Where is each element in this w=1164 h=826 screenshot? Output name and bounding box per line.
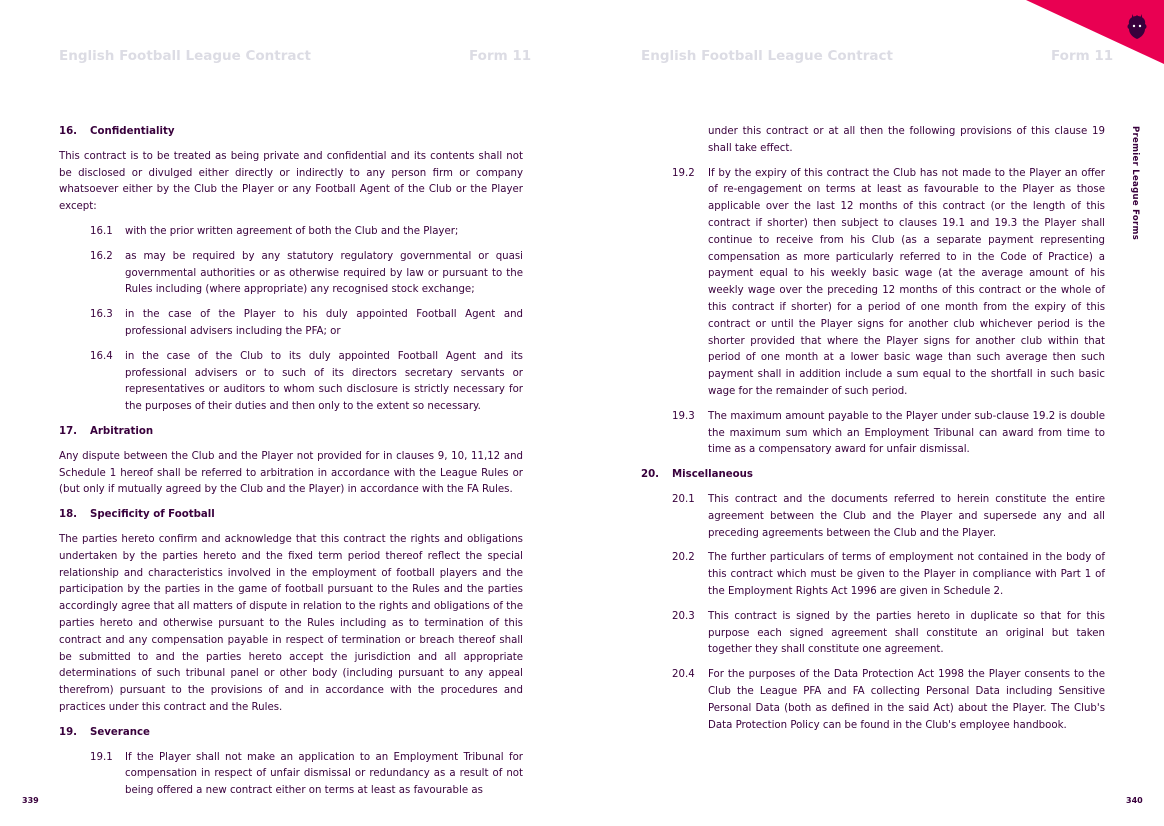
section-heading: 19. Severance bbox=[59, 726, 150, 738]
clause-item: 16.2 as may be required by any statutory regulatory governmental or quasi governmental authorities or as otherwise required by law or pursuant to the Rules including (where appropriate) any recognised stock exchange; bbox=[90, 250, 523, 296]
right-column bbox=[641, 124, 1105, 742]
clause-item: 19.2 If by the expiry of this contract the Club has not made to the Player an offer of re-engagement on terms at least as favourable to the Player as those applicable over the last 12 months of this contract (or the length of this contract if shorter) then subject to clauses 19.1 and 19.3 the Player shall continue to receive from his Club (as a separate payment representing compensation as more particularly referred to in the Code of Practice) a payment equal to his weekly basic wage (at the average amount of his weekly wage over the preceding 12 months of this contract or the whole of this contract if shorter) for a period of one month from the expiry of this contract or until the Player signs for another club whichever period is the shorter provided that where the Player signs for another club within that period of one month at a lower basic wage than such average then such payment shall in addition include a sum equal to the shortfall in such basic wage for the remainder of such period. bbox=[672, 167, 1105, 397]
left-page-number: 339 bbox=[22, 796, 39, 805]
section-heading: 20. Miscellaneous bbox=[641, 469, 753, 481]
clause-item: 16.4 in the case of the Club to its duly appointed Football Agent and its professional advisers or to such of its directors secretary servants or representatives or auditors to whom such disclosure is strictly necessary for the purposes of their duties and then only to the extent so necessary. bbox=[90, 350, 523, 413]
section-body: The parties hereto confirm and acknowledge that this contract the rights and obligations undertaken by the parties hereto and the fixed term period thereof reflect the special relationship and characteristics involved in the employment of football players and the participation by the parties in the game of football pursuant to the Rules and the parties accordingly agree that all matters of dispute in relation to the rights and obligations of the parties hereto and otherwise pursuant to the Rules including as to termination of this contract and any compensation payable in respect of termination or breach thereof shall be submitted to and the parties hereto accept the jurisdiction and all appropriate determinations of such tribunal panel or other body (including pursuant to any appeal therefrom) pursuant to the provisions of and in accordance with the procedures and practices under this contract and the Rules. bbox=[59, 533, 523, 713]
right-header-title: English Football League Contract bbox=[641, 48, 893, 64]
clause-item: 19.1 If the Player shall not make an application to an Employment Tribunal for compensation in respect of unfair dismissal or redundancy as a result of not being offered a new contract either on terms at least as favourable as bbox=[90, 751, 523, 797]
clause-item: 20.4 For the purposes of the Data Protection Act 1998 the Player consents to the Club the League PFA and FA collecting Personal Data including Sensitive Personal Data (both as defined in the said Act) about the Player. The Club's Data Protection Policy can be found in the Club's employee handbook. bbox=[672, 669, 1105, 731]
clause-item: 20.3 This contract is signed by the parties hereto in duplicate so that for this purpose each signed agreement shall constitute an original but taken together they shall constitute one agreement. bbox=[672, 610, 1105, 656]
clause-continuation: under this contract or at all then the following provisions of this clause 19 shall take effect. bbox=[708, 126, 1105, 154]
clause-item: 20.2 The further particulars of terms of employment not contained in the body of this contract which must be given to the Player in compliance with Part 1 of the Employment Rights Act 1996 are given in Schedule 2. bbox=[672, 552, 1105, 597]
section-heading: 16. Confidentiality bbox=[59, 126, 175, 137]
right-page-number: 340 bbox=[1126, 796, 1143, 805]
section-heading: 18. Specificity of Football bbox=[59, 509, 215, 521]
premier-league-lion-icon bbox=[1124, 14, 1150, 42]
left-column bbox=[59, 124, 523, 808]
side-section-label: Premier League Forms bbox=[1130, 126, 1140, 241]
section-heading: 17. Arbitration bbox=[59, 425, 154, 437]
clause-item: 16.1 with the prior written agreement of both the Club and the Player; bbox=[90, 225, 459, 237]
right-header-form: Form 11 bbox=[1051, 48, 1114, 64]
clause-item: 16.3 in the case of the Player to his duly appointed Football Agent and professional advisers including the PFA; or bbox=[90, 309, 523, 337]
left-header-title: English Football League Contract bbox=[59, 48, 311, 64]
left-header-form: Form 11 bbox=[469, 48, 532, 64]
clause-item: 19.3 The maximum amount payable to the Player under sub-clause 19.2 is double the maximum sum which an Employment Tribunal can award from time to time as a compensatory award for unfair dismissal. bbox=[672, 410, 1105, 456]
clause-item: 20.1 This contract and the documents referred to herein constitute the entire agreement between the Club and the Player and supersede any and all preceding agreements between the Club and the Player. bbox=[672, 493, 1105, 539]
section-body: This contract is to be treated as being private and confidential and its contents shall not be disclosed or divulged either directly or indirectly to any person firm or company whatsoever either by the Club the Player or any Football Agent of the Club or the Player except: bbox=[59, 150, 523, 213]
section-body: Any dispute between the Club and the Player not provided for in clauses 9, 10, 11,12 and Schedule 1 hereof shall be referred to arbitration in accordance with the League Rules or (but only if mutually agreed by the Club and the Player) in accordance with the FA Rules. bbox=[59, 450, 523, 496]
